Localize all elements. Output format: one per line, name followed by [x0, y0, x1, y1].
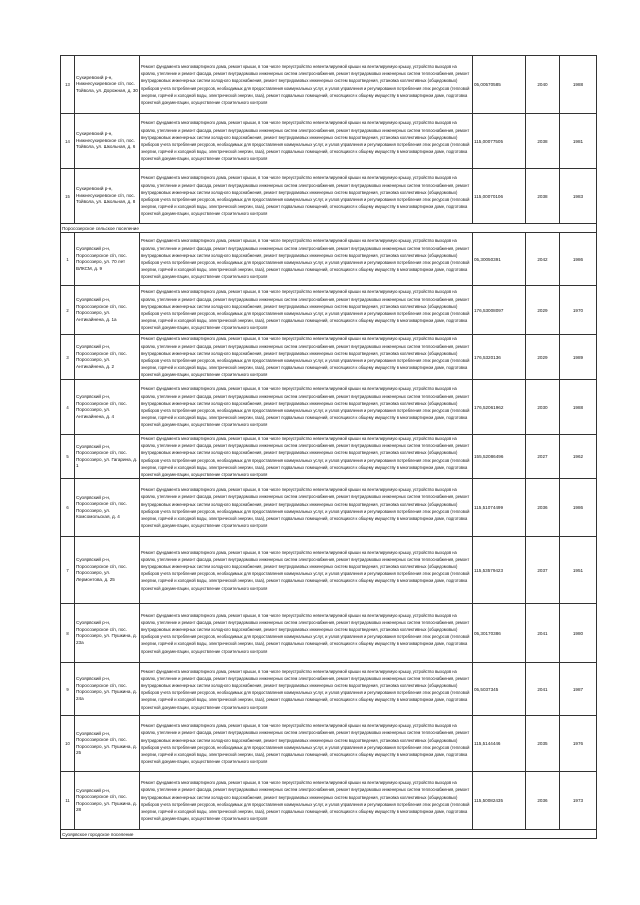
built-year-cell: 1986 [560, 479, 597, 537]
built-year-cell: 1986 [560, 233, 597, 286]
row-number: 3 [61, 335, 75, 380]
address-cell: Суоярвский р-н, Поросозерское с/п, пос. Поросозеро, ул. Гагарина, д. 1 [75, 435, 140, 479]
area-cell: 115,50082435 [473, 772, 526, 830]
table-row [61, 169, 597, 224]
planned-year-cell: 2029 [526, 286, 560, 335]
work-list-cell: Ремонт фундамента многоквартирного дома, ремонт крыши, в том числе переустройство невентилируемой крыши на вентилируемую крышу, устройство выходов на кровлю, утепление и ремонт фасада, ремонт внутридомовых инженерных систем электроснабжения, ремонт внутридомовых инженерных систем теплоснабжения, ремонт внутридомовых инженерных систем холодного водоснабжения, ремонт внутридомовых инженерных систем водоотведения, установка коллективных (общедомовых) приборов учета потребления ресурсов, необходимых для предоставления коммунальных услуг, и узлов управления и регулирования потребления этих ресурсов (тепловой энергии, горячей и холодной воды, электрической энергии, газа), ремонт подвальных помещений, относящихся к общему имуществу в многоквартирном доме, подготовка проектной документации, осуществление строительного контроля [140, 435, 473, 479]
address-cell: Суоярвский р-н, Поросозерское с/п, пос. Поросозеро, ул. 70 лет ВЛКСМ, д. 9 [75, 233, 140, 286]
built-year-cell: 1988 [560, 56, 597, 114]
planned-year-cell: 2040 [526, 56, 560, 114]
address-cell: Суоярвский р-н, Поросозерское с/п, пос. Поросозеро, ул. Антикайнена, д. 1а [75, 286, 140, 335]
area-cell: 05,30170386 [473, 604, 526, 663]
section-title: Суоярвское городское поселение [61, 830, 597, 839]
work-list-cell: Ремонт фундамента многоквартирного дома, ремонт крыши, в том числе переустройство невентилируемой крыши на вентилируемую крышу, устройство выходов на кровлю, утепление и ремонт фасада, ремонт внутридомовых инженерных систем электроснабжения, ремонт внутридомовых инженерных систем теплоснабжения, ремонт внутридомовых инженерных систем холодного водоснабжения, ремонт внутридомовых инженерных систем водоотведения, установка коллективных (общедомовых) приборов учета потребления ресурсов, необходимых для предоставления коммунальных услуг, и узлов управления и регулирования потребления этих ресурсов (тепловой энергии, горячей и холодной воды, электрической энергии, газа), ремонт подвальных помещений, относящихся к общему имуществу в многоквартирном доме, подготовка проектной документации, осуществление строительного контроля [140, 716, 473, 772]
work-list-cell: Ремонт фундамента многоквартирного дома, ремонт крыши, в том числе переустройство невентилируемой крыши на вентилируемую крышу, устройство выходов на кровлю, утепление и ремонт фасада, ремонт внутридомовых инженерных систем электроснабжения, ремонт внутридомовых инженерных систем теплоснабжения, ремонт внутридомовых инженерных систем холодного водоснабжения, ремонт внутридомовых инженерных систем водоотведения, установка коллективных (общедомовых) приборов учета потребления ресурсов, необходимых для предоставления коммунальных услуг, и узлов управления и регулирования потребления этих ресурсов (тепловой энергии, горячей и холодной воды, электрической энергии, газа), ремонт подвальных помещений, относящихся к общему имуществу в многоквартирном доме, подготовка проектной документации, осуществление строительного контроля [140, 604, 473, 663]
planned-year-cell: 2035 [526, 716, 560, 772]
area-cell: 115,51074499 [473, 479, 526, 537]
planned-year-cell: 2038 [526, 114, 560, 169]
address-cell: Суоярвский р-н, Поросозерское с/п, пос. Поросозеро, ул. Пушкина, д. 24а [75, 663, 140, 716]
area-cell: 115,00070106 [473, 169, 526, 224]
planned-year-cell: 2037 [526, 537, 560, 604]
area-cell: 05,30050391 [473, 233, 526, 286]
row-number: 8 [61, 604, 75, 663]
work-list-cell: Ремонт фундамента многоквартирного дома, ремонт крыши, в том числе переустройство невентилируемой крыши на вентилируемую крышу, устройство выходов на кровлю, утепление и ремонт фасада, ремонт внутридомовых инженерных систем электроснабжения, ремонт внутридомовых инженерных систем теплоснабжения, ремонт внутридомовых инженерных систем холодного водоснабжения, ремонт внутридомовых инженерных систем водоотведения, установка коллективных (общедомовых) приборов учета потребления ресурсов, необходимых для предоставления коммунальных услуг, и узлов управления и регулирования потребления этих ресурсов (тепловой энергии, горячей и холодной воды, электрической энергии, газа), ремонт подвальных помещений, относящихся к общему имуществу в многоквартирном доме, подготовка проектной документации, осуществление строительного контроля [140, 233, 473, 286]
planned-year-cell: 2030 [526, 380, 560, 435]
table-row [61, 233, 597, 286]
planned-year-cell: 2027 [526, 435, 560, 479]
built-year-cell: 1973 [560, 772, 597, 830]
built-year-cell: 1970 [560, 286, 597, 335]
table-row [61, 479, 597, 537]
planned-year-cell: 2036 [526, 479, 560, 537]
planned-year-cell: 2038 [526, 169, 560, 224]
address-cell: Суоярвский р-н, Поросозерское с/п, пос. Поросозеро, ул. Пушкина, д. 25 [75, 716, 140, 772]
built-year-cell: 1987 [560, 663, 597, 716]
built-year-cell: 1976 [560, 716, 597, 772]
work-list-cell: Ремонт фундамента многоквартирного дома, ремонт крыши, в том числе переустройство невентилируемой крыши на вентилируемую крышу, устройство выходов на кровлю, утепление и ремонт фасада, ремонт внутридомовых инженерных систем электроснабжения, ремонт внутридомовых инженерных систем теплоснабжения, ремонт внутридомовых инженерных систем холодного водоснабжения, ремонт внутридомовых инженерных систем водоотведения, установка коллективных (общедомовых) приборов учета потребления ресурсов, необходимых для предоставления коммунальных услуг, и узлов управления и регулирования потребления этих ресурсов (тепловой энергии, горячей и холодной воды, электрической энергии, газа), ремонт подвальных помещений, относящихся к общему имуществу в многоквартирном доме, подготовка проектной документации, осуществление строительного контроля [140, 56, 473, 114]
built-year-cell: 1980 [560, 604, 597, 663]
table-row [61, 286, 597, 335]
area-cell: 115,00077505 [473, 114, 526, 169]
row-number: 10 [61, 716, 75, 772]
table-body [61, 56, 597, 839]
planned-year-cell: 2042 [526, 233, 560, 286]
address-cell: Сухиревский р-н, Нижнесухиревское с/п, пос. Тойвола, ул. Дорожная, д. 30 [75, 56, 140, 114]
address-cell: Суоярвский р-н, Поросозерское с/п, пос. Поросозеро, ул. Пушкина, д. 23а [75, 604, 140, 663]
built-year-cell: 1983 [560, 169, 597, 224]
planned-year-cell: 2029 [526, 335, 560, 380]
row-number: 5 [61, 435, 75, 479]
work-list-cell: Ремонт фундамента многоквартирного дома, ремонт крыши, в том числе переустройство невентилируемой крыши на вентилируемую крышу, устройство выходов на кровлю, утепление и ремонт фасада, ремонт внутридомовых инженерных систем электроснабжения, ремонт внутридомовых инженерных систем теплоснабжения, ремонт внутридомовых инженерных систем холодного водоснабжения, ремонт внутридомовых инженерных систем водоотведения, установка коллективных (общедомовых) приборов учета потребления ресурсов, необходимых для предоставления коммунальных услуг, и узлов управления и регулирования потребления этих ресурсов (тепловой энергии, горячей и холодной воды, электрической энергии, газа), ремонт подвальных помещений, относящихся к общему имуществу в многоквартирном доме, подготовка проектной документации, осуществление строительного контроля [140, 479, 473, 537]
area-cell: 155,52086496 [473, 435, 526, 479]
section-header-row [61, 830, 597, 839]
row-number: 1 [61, 233, 75, 286]
work-list-cell: Ремонт фундамента многоквартирного дома, ремонт крыши, в том числе переустройство невентилируемой крыши на вентилируемую крышу, устройство выходов на кровлю, утепление и ремонт фасада, ремонт внутридомовых инженерных систем электроснабжения, ремонт внутридомовых инженерных систем теплоснабжения, ремонт внутридомовых инженерных систем холодного водоснабжения, ремонт внутридомовых инженерных систем водоотведения, установка коллективных (общедомовых) приборов учета потребления ресурсов, необходимых для предоставления коммунальных услуг, и узлов управления и регулирования потребления этих ресурсов (тепловой энергии, горячей и холодной воды, электрической энергии, газа), ремонт подвальных помещений, относящихся к общему имуществу в многоквартирном доме, подготовка проектной документации, осуществление строительного контроля [140, 663, 473, 716]
built-year-cell: 1988 [560, 380, 597, 435]
built-year-cell: 1981 [560, 114, 597, 169]
area-cell: 115,5144446 [473, 716, 526, 772]
address-cell: Суоярвский р-н, Поросозерское с/п, пос. Поросозеро, ул. Антикайнена, д. 4 [75, 380, 140, 435]
address-cell: Суоярвский р-н, Поросозерское с/п, пос. Поросозеро, ул. Пушкина, д. 28 [75, 772, 140, 830]
address-cell: Сухиревский р-н, Нижнесухиревское с/п, пос. Тойвола, ул. Школьная, д. 6 [75, 114, 140, 169]
work-list-cell: Ремонт фундамента многоквартирного дома, ремонт крыши, в том числе переустройство невентилируемой крыши на вентилируемую крышу, устройство выходов на кровлю, утепление и ремонт фасада, ремонт внутридомовых инженерных систем электроснабжения, ремонт внутридомовых инженерных систем теплоснабжения, ремонт внутридомовых инженерных систем холодного водоснабжения, ремонт внутридомовых инженерных систем водоотведения, установка коллективных (общедомовых) приборов учета потребления ресурсов, необходимых для предоставления коммунальных услуг, и узлов управления и регулирования потребления этих ресурсов (тепловой энергии, горячей и холодной воды, электрической энергии, газа), ремонт подвальных помещений, относящихся к общему имуществу в многоквартирном доме, подготовка проектной документации, осуществление строительного контроля [140, 380, 473, 435]
row-number: 6 [61, 479, 75, 537]
area-cell: 176,52061962 [473, 380, 526, 435]
table-row [61, 716, 597, 772]
work-list-cell: Ремонт фундамента многоквартирного дома, ремонт крыши, в том числе переустройство невентилируемой крыши на вентилируемую крышу, устройство выходов на кровлю, утепление и ремонт фасада, ремонт внутридомовых инженерных систем электроснабжения, ремонт внутридомовых инженерных систем теплоснабжения, ремонт внутридомовых инженерных систем холодного водоснабжения, ремонт внутридомовых инженерных систем водоотведения, установка коллективных (общедомовых) приборов учета потребления ресурсов, необходимых для предоставления коммунальных услуг, и узлов управления и регулирования потребления этих ресурсов (тепловой энергии, горячей и холодной воды, электрической энергии, газа), ремонт подвальных помещений, относящихся к общему имуществу в многоквартирном доме, подготовка проектной документации, осуществление строительного контроля [140, 114, 473, 169]
address-cell: Суоярвский р-н, Поросозерское с/п, пос. Поросозеро, ул. Антикайнена, д. 2 [75, 335, 140, 380]
row-number: 14 [61, 114, 75, 169]
planned-year-cell: 2041 [526, 663, 560, 716]
row-number: 9 [61, 663, 75, 716]
table-row [61, 56, 597, 114]
area-cell: 05,00570585 [473, 56, 526, 114]
row-number: 11 [61, 772, 75, 830]
address-cell: Сухиревский р-н, Нижнесухиревское с/п, пос. Тойвола, ул. Школьная, д. 8 [75, 169, 140, 224]
work-list-cell: Ремонт фундамента многоквартирного дома, ремонт крыши, в том числе переустройство невентилируемой крыши на вентилируемую крышу, устройство выходов на кровлю, утепление и ремонт фасада, ремонт внутридомовых инженерных систем электроснабжения, ремонт внутридомовых инженерных систем теплоснабжения, ремонт внутридомовых инженерных систем холодного водоснабжения, ремонт внутридомовых инженерных систем водоотведения, установка коллективных (общедомовых) приборов учета потребления ресурсов, необходимых для предоставления коммунальных услуг, и узлов управления и регулирования потребления этих ресурсов (тепловой энергии, горячей и холодной воды, электрической энергии, газа), ремонт подвальных помещений, относящихся к общему имуществу в многоквартирном доме, подготовка проектной документации, осуществление строительного контроля [140, 772, 473, 830]
section-title: Поросозерское сельское поселение [61, 224, 597, 233]
row-number: 4 [61, 380, 75, 435]
area-cell: 115,53579423 [473, 537, 526, 604]
planned-year-cell: 2041 [526, 604, 560, 663]
work-list-cell: Ремонт фундамента многоквартирного дома, ремонт крыши, в том числе переустройство невентилируемой крыши на вентилируемую крышу, устройство выходов на кровлю, утепление и ремонт фасада, ремонт внутридомовых инженерных систем электроснабжения, ремонт внутридомовых инженерных систем теплоснабжения, ремонт внутридомовых инженерных систем холодного водоснабжения, ремонт внутридомовых инженерных систем водоотведения, установка коллективных (общедомовых) приборов учета потребления ресурсов, необходимых для предоставления коммунальных услуг, и узлов управления и регулирования потребления этих ресурсов (тепловой энергии, горячей и холодной воды, электрической энергии, газа), ремонт подвальных помещений, относящихся к общему имуществу в многоквартирном доме, подготовка проектной документации, осуществление строительного контроля [140, 286, 473, 335]
row-number: 15 [61, 169, 75, 224]
table-row [61, 604, 597, 663]
area-cell: 176,53008097 [473, 286, 526, 335]
housing-repair-table [60, 55, 597, 839]
section-header-row [61, 224, 597, 233]
built-year-cell: 1962 [560, 435, 597, 479]
table-row [61, 380, 597, 435]
row-number: 7 [61, 537, 75, 604]
area-cell: 05,5037345 [473, 663, 526, 716]
row-number: 2 [61, 286, 75, 335]
table-row [61, 335, 597, 380]
built-year-cell: 1989 [560, 335, 597, 380]
built-year-cell: 1951 [560, 537, 597, 604]
planned-year-cell: 2036 [526, 772, 560, 830]
work-list-cell: Ремонт фундамента многоквартирного дома, ремонт крыши, в том числе переустройство невентилируемой крыши на вентилируемую крышу, устройство выходов на кровлю, утепление и ремонт фасада, ремонт внутридомовых инженерных систем электроснабжения, ремонт внутридомовых инженерных систем теплоснабжения, ремонт внутридомовых инженерных систем холодного водоснабжения, ремонт внутридомовых инженерных систем водоотведения, установка коллективных (общедомовых) приборов учета потребления ресурсов, необходимых для предоставления коммунальных услуг, и узлов управления и регулирования потребления этих ресурсов (тепловой энергии, горячей и холодной воды, электрической энергии, газа), ремонт подвальных помещений, относящихся к общему имуществу в многоквартирном доме, подготовка проектной документации, осуществление строительного контроля [140, 335, 473, 380]
table-row [61, 537, 597, 604]
row-number: 13 [61, 56, 75, 114]
work-list-cell: Ремонт фундамента многоквартирного дома, ремонт крыши, в том числе переустройство невентилируемой крыши на вентилируемую крышу, устройство выходов на кровлю, утепление и ремонт фасада, ремонт внутридомовых инженерных систем электроснабжения, ремонт внутридомовых инженерных систем теплоснабжения, ремонт внутридомовых инженерных систем холодного водоснабжения, ремонт внутридомовых инженерных систем водоотведения, установка коллективных (общедомовых) приборов учета потребления ресурсов, необходимых для предоставления коммунальных услуг, и узлов управления и регулирования потребления этих ресурсов (тепловой энергии, горячей и холодной воды, электрической энергии, газа), ремонт подвальных помещений, относящихся к общему имуществу в многоквартирном доме, подготовка проектной документации, осуществление строительного контроля [140, 537, 473, 604]
table-row [61, 663, 597, 716]
table-row [61, 435, 597, 479]
work-list-cell: Ремонт фундамента многоквартирного дома, ремонт крыши, в том числе переустройство невентилируемой крыши на вентилируемую крышу, устройство выходов на кровлю, утепление и ремонт фасада, ремонт внутридомовых инженерных систем электроснабжения, ремонт внутридомовых инженерных систем теплоснабжения, ремонт внутридомовых инженерных систем холодного водоснабжения, ремонт внутридомовых инженерных систем водоотведения, установка коллективных (общедомовых) приборов учета потребления ресурсов, необходимых для предоставления коммунальных услуг, и узлов управления и регулирования потребления этих ресурсов (тепловой энергии, горячей и холодной воды, электрической энергии, газа), ремонт подвальных помещений, относящихся к общему имуществу в многоквартирном доме, подготовка проектной документации, осуществление строительного контроля [140, 169, 473, 224]
table-row [61, 114, 597, 169]
table-row [61, 772, 597, 830]
address-cell: Суоярвский р-н, Поросозерское с/п, пос. Поросозеро, ул. Комсомольская, д. 4 [75, 479, 140, 537]
address-cell: Суоярвский р-н, Поросозерское с/п, пос. Поросозеро, ул. Лермонтова, д. 25 [75, 537, 140, 604]
area-cell: 176,5320136 [473, 335, 526, 380]
